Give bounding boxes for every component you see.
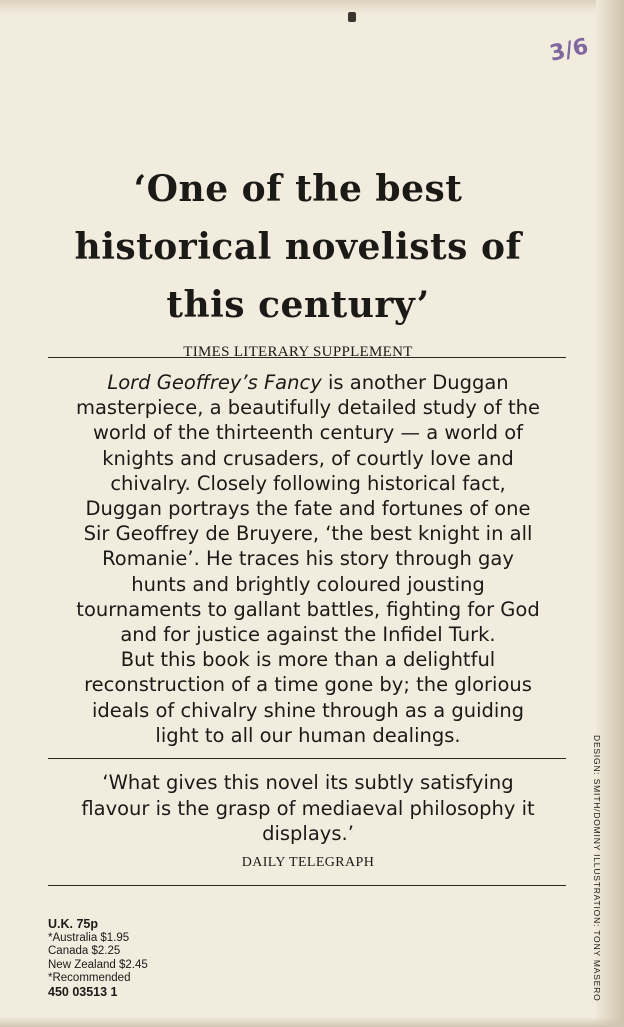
blurb-line: Duggan portrays the fate and fortunes of one — [85, 497, 531, 521]
divider-rule-1 — [48, 357, 566, 358]
blurb-line: masterpiece, a beautifully detailed study of the — [75, 396, 541, 420]
blurb-line: Sir Geoffrey de Bruyere, ‘the best knight in all — [83, 522, 533, 546]
blurb-line: Lord Geoffrey’s Fancy is another Duggan — [107, 371, 509, 394]
blurb-line: knights and crusaders, of courtly love and — [102, 446, 514, 470]
blurb-line: ideals of chivalry shine through as a guiding — [91, 698, 525, 722]
headline-quote — [0, 160, 596, 361]
review-line: ‘What gives this novel its subtly satisfying — [102, 771, 514, 794]
blurb-line: Romanie’. He traces his story through gay — [102, 547, 514, 571]
price-australia: *Australia $1.95 — [48, 931, 130, 944]
isbn: 450 03513 1 — [48, 984, 118, 999]
design-credits: DESIGN: SMITH/DOMINY ILLUSTRATION: TONY MASERO — [592, 735, 602, 1002]
blurb-line: hunts and brightly coloured jousting — [131, 572, 485, 596]
price-stamp: 3/6 — [547, 33, 591, 67]
price-uk: U.K. 75p — [48, 917, 99, 931]
review-source: DAILY TELEGRAPH — [241, 854, 375, 870]
top-edge-wear — [0, 0, 624, 14]
divider-rule-3 — [48, 885, 566, 886]
headline-line-3: this century’ — [166, 284, 430, 326]
blurb-line: light to all our human dealings. — [155, 723, 461, 747]
headline-line-2: historical novelists of — [74, 226, 522, 268]
price-list — [48, 918, 148, 999]
bottom-edge-wear — [0, 1017, 624, 1027]
blurb-line: world of the thirteenth century — a world of — [92, 421, 524, 445]
review-line: flavour is the grasp of mediaeval philosophy it — [81, 796, 535, 820]
price-canada: Canada $2.25 — [48, 945, 121, 957]
blurb-line: reconstruction of a time gone by; the glorious — [84, 673, 532, 697]
review-line: displays.’ — [262, 822, 354, 845]
blurb-line: But this book is more than a delightful — [120, 648, 496, 672]
price-new-zealand: New Zealand $2.45 — [48, 958, 148, 971]
blurb-text — [30, 370, 586, 748]
top-notch — [348, 12, 356, 22]
blurb-line: chivalry. Closely following historical fact, — [110, 471, 506, 495]
headline-source: TIMES LITERARY SUPPLEMENT — [183, 344, 413, 360]
blurb-line: and for justice against the Infidel Turk. — [120, 623, 496, 647]
book-title: Lord Geoffrey’s Fancy — [107, 371, 322, 394]
blurb-line: tournaments to gallant battles, fighting for God — [76, 597, 540, 621]
headline-line-1: ‘One of the best — [133, 168, 463, 210]
divider-rule-2 — [48, 758, 566, 759]
price-recommended-note: *Recommended — [48, 972, 131, 984]
review-quote — [30, 770, 586, 875]
